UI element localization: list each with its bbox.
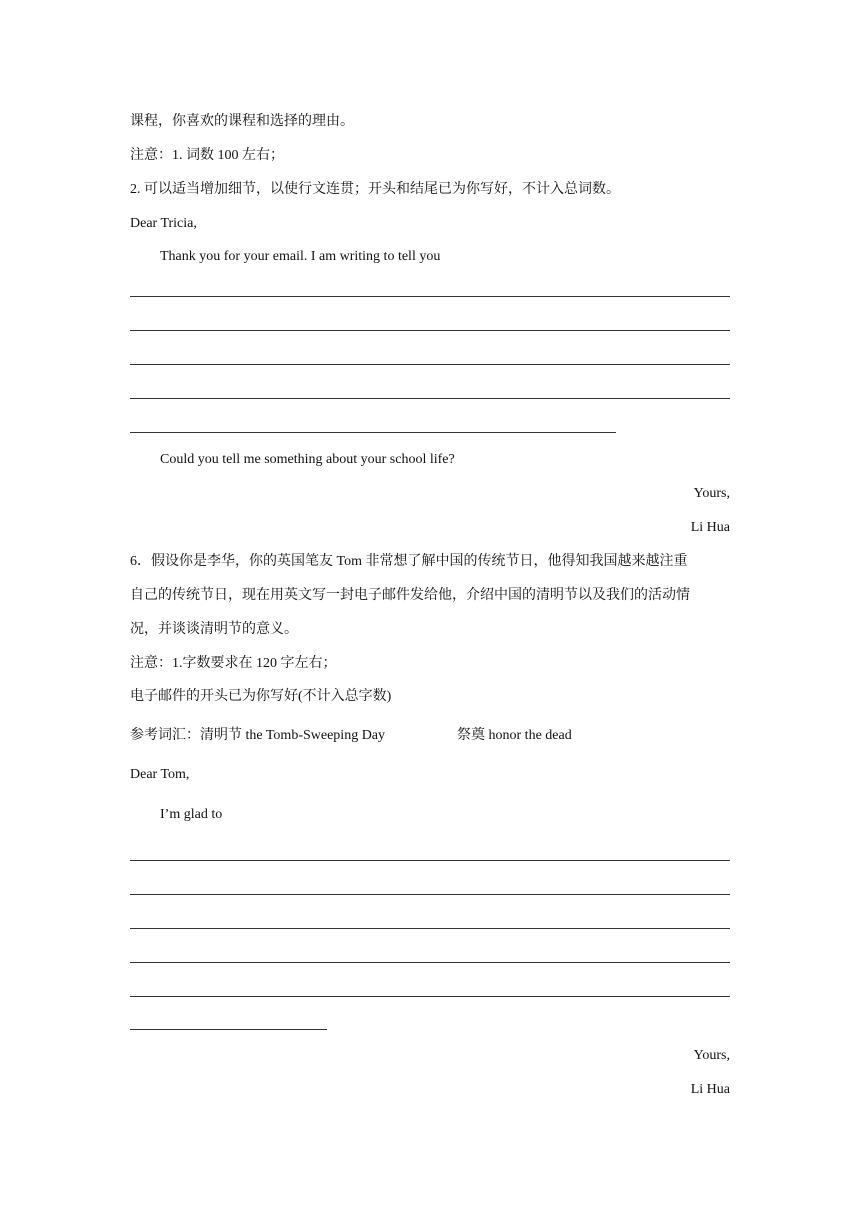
task-prompt-line: 自己的传统节日，现在用英文写一封电子邮件发给他，介绍中国的清明节以及我们的活动情 <box>130 588 690 603</box>
writing-line[interactable] <box>130 860 730 861</box>
letter-opening: I’m glad to <box>160 807 223 822</box>
note-word-count: 注意：1.字数要求在 120 字左右； <box>130 656 337 671</box>
task-prompt-line: 况，并谈谈清明节的意义。 <box>130 622 298 637</box>
writing-line[interactable] <box>130 296 730 297</box>
reference-vocabulary <box>130 727 572 745</box>
note-details: 2. 可以适当增加细节，以使行文连贯；开头和结尾已为你写好，不计入总词数。 <box>130 182 620 197</box>
writing-line[interactable] <box>130 928 730 929</box>
writing-line[interactable] <box>130 962 730 963</box>
task-description-line: 课程，你喜欢的课程和选择的理由。 <box>130 114 354 129</box>
letter-signature: Li Hua <box>690 1082 730 1097</box>
writing-line[interactable] <box>130 1029 327 1030</box>
letter-signoff: Yours, <box>693 1048 730 1063</box>
writing-line[interactable] <box>130 996 730 997</box>
task-prompt-line: 6．假设你是李华，你的英国笔友 Tom 非常想了解中国的传统节日，他得知我国越来越注重 <box>130 554 688 569</box>
writing-line[interactable] <box>130 364 730 365</box>
note-opening-given: 电子邮件的开头已为你写好(不计入总字数) <box>130 689 392 704</box>
note-word-count: 注意：1. 词数 100 左右； <box>130 148 284 163</box>
writing-line[interactable] <box>130 330 730 331</box>
vocab-term-tomb-sweeping: 参考词汇：清明节 the Tomb-Sweeping Day <box>130 728 386 743</box>
vocab-term-honor-dead: 祭奠 honor the dead <box>457 728 572 743</box>
letter-salutation: Dear Tom, <box>130 767 190 782</box>
letter-signature: Li Hua <box>690 520 730 535</box>
letter-signoff: Yours, <box>693 486 730 501</box>
writing-line[interactable] <box>130 894 730 895</box>
letter-closing-question: Could you tell me something about your school life? <box>160 452 455 467</box>
writing-line[interactable] <box>130 432 616 433</box>
writing-line[interactable] <box>130 398 730 399</box>
letter-salutation: Dear Tricia, <box>130 216 197 231</box>
letter-opening: Thank you for your email. I am writing to tell you <box>160 249 441 264</box>
